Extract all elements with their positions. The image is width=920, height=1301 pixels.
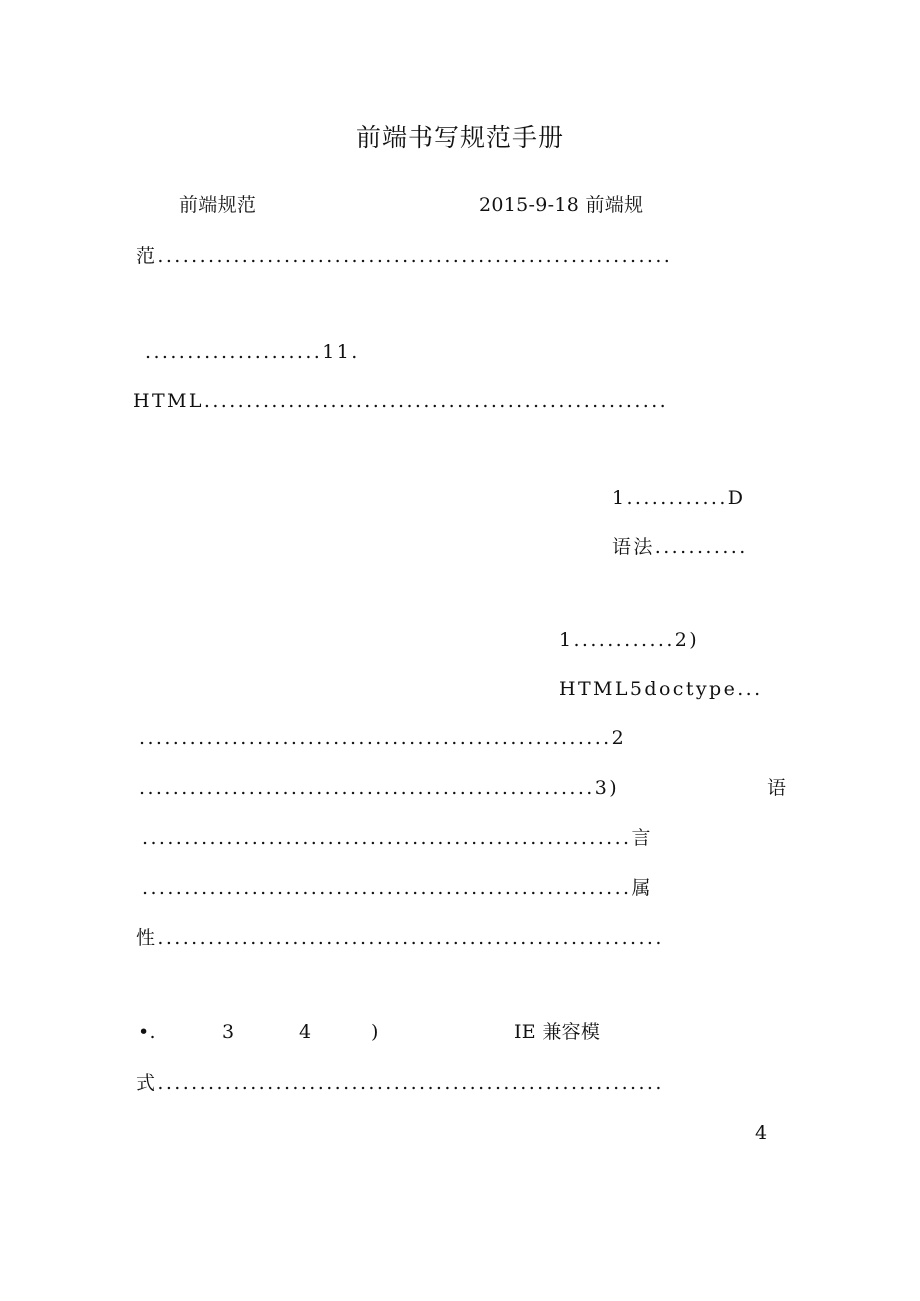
toc-line-6: 1............2)	[559, 629, 700, 651]
number-4: 4	[299, 1021, 312, 1043]
toc-line-1: 范.............................................................	[136, 245, 673, 267]
subheader-left: 前端规范	[179, 194, 257, 216]
close-paren: )	[371, 1021, 379, 1043]
toc-line-8: ........................................................2	[139, 727, 627, 749]
number-3: 3	[222, 1021, 235, 1043]
toc-line-2: .....................11.	[145, 341, 360, 363]
toc-line-9: ......................................................3)	[139, 777, 620, 799]
page-number: 4	[755, 1122, 768, 1144]
toc-line-4: 1............D	[612, 487, 746, 509]
toc-line-13: 式............................................................	[136, 1072, 664, 1094]
document-title: 前端书写规范手册	[355, 123, 564, 152]
ie-compat-mode: IE 兼容模	[514, 1021, 601, 1043]
toc-line-11: ..........................................................属	[142, 877, 653, 899]
toc-line-12: 性............................................................	[136, 927, 664, 949]
toc-line-5: 语法...........	[612, 536, 748, 558]
bullet-marker: •.	[138, 1021, 156, 1043]
toc-line-7: HTML5doctype...	[559, 678, 763, 700]
toc-line-9-suffix: 语	[767, 777, 787, 799]
toc-line-3: HTML.......................................................	[133, 390, 669, 412]
subheader-right: 2015-9-18 前端规	[479, 194, 644, 216]
toc-line-10: ..........................................................言	[142, 827, 653, 849]
